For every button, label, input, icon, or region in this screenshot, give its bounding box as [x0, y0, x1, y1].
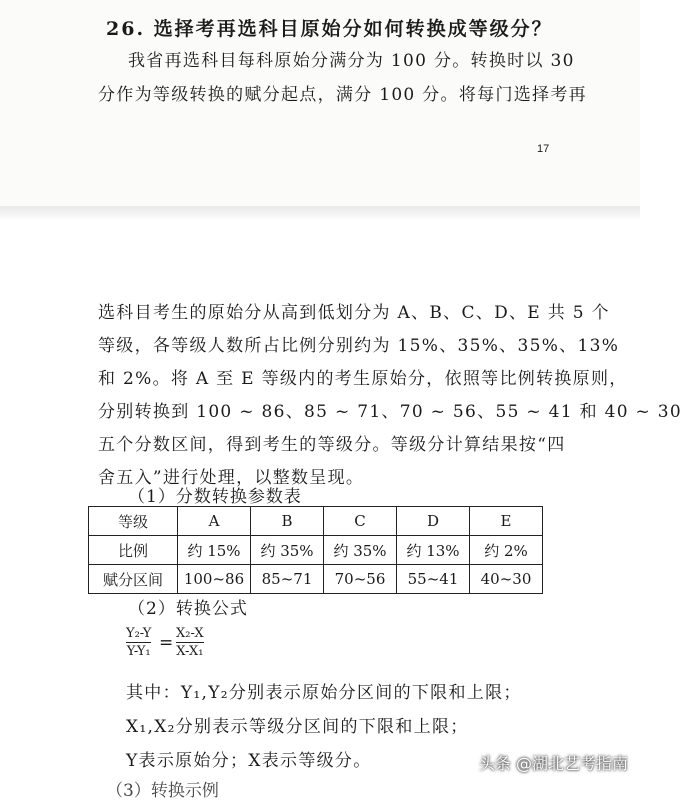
table-cell: 约 15%: [178, 536, 251, 565]
note-line: 其中：Y₁,Y₂分别表示原始分区间的下限和上限；: [126, 683, 522, 703]
table-cell: 55~41: [397, 565, 470, 594]
formula-denominator: Y-Y₁: [126, 644, 151, 659]
formula-numerator: Y₂-Y: [126, 626, 152, 641]
paragraph-line: 舍五入”进行处理，以整数呈现。: [98, 468, 365, 488]
paragraph-line: 选科目考生的原始分从高到低划分为 A、B、C、D、E 共 5 个: [98, 303, 610, 323]
paragraph-line: 等级，各等级人数所占比例分别约为 15%、35%、35%、13%: [98, 336, 620, 356]
page-gap: [0, 206, 640, 220]
table-cell: 100~86: [178, 565, 251, 594]
formula-right-fraction: [176, 625, 204, 660]
table-cell: A: [178, 507, 251, 536]
question-title: 26. 选择考再选科目原始分如何转换成等级分？: [106, 18, 553, 40]
paragraph-line: 和 2%。将 A 至 E 等级内的考生原始分，依照等比例转换原则，: [98, 369, 628, 389]
paragraph-line: 分作为等级转换的赋分起点，满分 100 分。将每门选择考再: [98, 85, 587, 105]
section-heading-2: （2）转换公式: [128, 599, 248, 619]
formula-denominator: X-X₁: [176, 644, 204, 659]
table-cell: 85~71: [251, 565, 324, 594]
table-cell: B: [251, 507, 324, 536]
page-top: [0, 0, 640, 206]
formula-numerator: X₂-X: [176, 626, 204, 641]
table-cell: 40~30: [470, 565, 543, 594]
paragraph-line: 分别转换到 100 ~ 86、85 ~ 71、70 ~ 56、55 ~ 41 和 40 ~ 30: [98, 402, 682, 422]
table-cell: 约 35%: [324, 536, 397, 565]
paragraph-line: 五个分数区间，得到考生的等级分。等级分计算结果按“四: [98, 435, 566, 455]
section-heading-1: （1）分数转换参数表: [128, 487, 302, 507]
page-number: 17: [537, 143, 550, 155]
table-cell: 约 2%: [470, 536, 543, 565]
table-header-row: [89, 507, 543, 536]
table-cell: E: [470, 507, 543, 536]
table-cell: 比例: [89, 536, 178, 565]
table-row: [89, 565, 543, 594]
formula-left-fraction: [126, 625, 151, 660]
table-cell: D: [397, 507, 470, 536]
table-cell: 约 35%: [251, 536, 324, 565]
paragraph-line: 我省再选科目每科原始分满分为 100 分。转换时以 30: [128, 51, 575, 71]
conversion-table: [88, 506, 543, 594]
page-bottom: [0, 220, 682, 801]
watermark: 头条 @湖北艺考指南: [478, 754, 628, 773]
formula-equals: =: [159, 633, 174, 653]
note-line: X₁,X₂分别表示等级分区间的下限和上限；: [126, 717, 469, 737]
table-cell: 70~56: [324, 565, 397, 594]
table-cell: 约 13%: [397, 536, 470, 565]
table-cell: 等级: [89, 507, 178, 536]
cropped-line: （3）转换示例: [106, 781, 219, 801]
note-line: Y表示原始分；X表示等级分。: [126, 751, 372, 771]
table-cell: 赋分区间: [89, 565, 178, 594]
table-cell: C: [324, 507, 397, 536]
table-row: [89, 536, 543, 565]
